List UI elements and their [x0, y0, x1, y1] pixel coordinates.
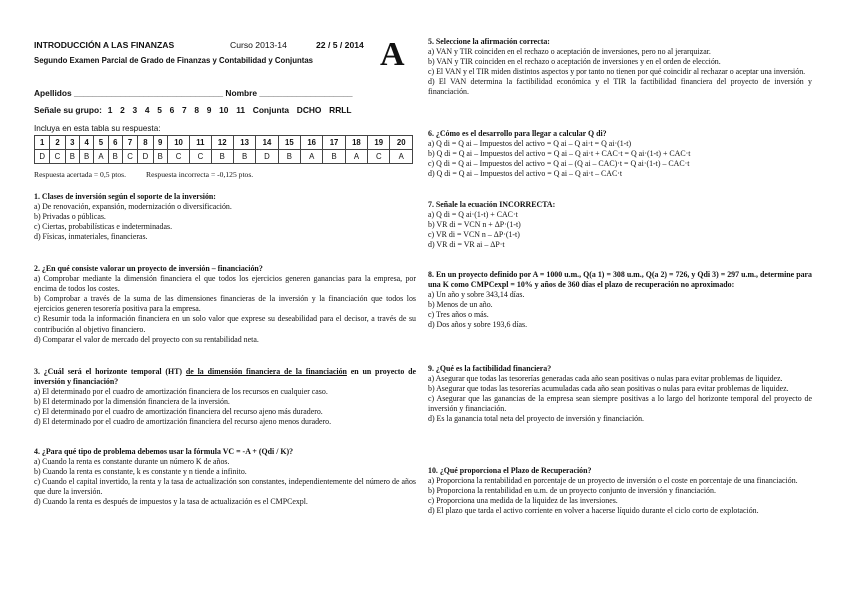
option-a: a) De renovación, expansión, modernización o diversificación. — [34, 202, 232, 212]
question-6 — [428, 129, 812, 179]
group-label: Señale su grupo: — [34, 105, 102, 115]
answer-table-answer-row — [35, 150, 413, 164]
option-d: d) Físicas, inmateriales, financieras. — [34, 232, 148, 242]
question-number-cell: 9 — [153, 136, 167, 150]
option-c: c) Cuando el capital invertido, la renta y la tasa de actualización son constantes, independientemente del número de años que dure la inversión. — [34, 477, 416, 497]
option-b: b) VAN y TIR coinciden en el rechazo o aceptación de inversiones y en el orden de elección. — [428, 57, 721, 67]
answer-cell[interactable]: D — [256, 150, 278, 164]
question-2 — [34, 264, 416, 345]
option-d: d) El determinado por el cuadro de amortización financiera del recurso ajeno menos duradero. — [34, 417, 332, 427]
surname-label: Apellidos — [34, 88, 72, 98]
option-a: a) VAN y TIR coinciden en el rechazo o aceptación de inversiones, pero no al jerarquizar. — [428, 47, 711, 57]
answer-cell[interactable]: B — [153, 150, 167, 164]
question-number-cell: 6 — [108, 136, 122, 150]
option-b: b) Proporciona la rentabilidad en u.m. de un proyecto conjunto de inversión y financiación. — [428, 486, 716, 496]
question-number-cell: 13 — [233, 136, 255, 150]
question-title-underlined: de la dimensión financiera de la financiación — [185, 367, 347, 376]
option-b: b) VR di = VCN n + ΔP·(1-t) — [428, 220, 521, 230]
option-a: a) Asegurar que todas las tesorerías generadas cada año sean positivas o nulas para evitar problemas de liquidez. — [428, 374, 783, 384]
option-b: b) Comprobar a través de la suma de las dimensiones financieras de la inversión y la financiación que todos los ejercicios generen tesorería positiva para la empresa. — [34, 294, 416, 314]
score-incorrect: Respuesta incorrecta = -0,125 ptos. — [146, 170, 254, 179]
question-number-cell: 12 — [211, 136, 233, 150]
answer-cell[interactable]: B — [278, 150, 300, 164]
option-c: c) Resumir toda la información financiera en un solo valor que exprese su deseabilidad para el decisor, a través de su contribución al objetivo financiero. — [34, 314, 416, 334]
question-number-cell: 5 — [94, 136, 108, 150]
score-correct: Respuesta acertada = 0,5 ptos. — [34, 170, 127, 179]
question-title: 4. ¿Para qué tipo de problema debemos usar la fórmula VC = -A + (Qdi / K)? — [34, 447, 294, 456]
question-title: 8. En un proyecto definido por A = 1000 u.m., Q(a 1) = 308 u.m., Q(a 2) = 726, y Qdi 3) = 297 u.m., determine para una K como CMPCexpl = 10% y años de 360 días el plazo de recuperación no aproximado: — [428, 270, 812, 290]
exam-version-letter: A — [380, 36, 405, 73]
answer-cell[interactable]: A — [390, 150, 413, 164]
question-4 — [34, 447, 416, 508]
group-options[interactable]: 1 2 3 4 5 6 7 8 9 10 11 Conjunta DCHO RRLL — [107, 105, 352, 115]
option-b: b) Privadas o públicas. — [34, 212, 106, 222]
option-a: a) Proporciona la rentabilidad en porcentaje de un proyecto de inversión o el coste en porcentaje de una financiación. — [428, 476, 798, 486]
answer-cell[interactable]: B — [108, 150, 122, 164]
option-b: b) El determinado por la dimensión financiera de la inversión. — [34, 397, 230, 407]
option-a: a) El determinado por el cuadro de amortización financiera de los recursos en cualquier caso. — [34, 387, 328, 397]
option-d: d) Dos años y sobre 193,6 días. — [428, 320, 528, 330]
question-number-cell: 3 — [65, 136, 79, 150]
answer-cell[interactable]: C — [368, 150, 390, 164]
answer-cell[interactable]: A — [94, 150, 108, 164]
question-number-cell: 7 — [122, 136, 137, 150]
answer-table-instruction: Incluya en esta tabla su respuesta: — [34, 124, 161, 133]
option-d: d) El plazo que tarda el activo corriente en volver a hacerse líquido durante el ciclo corto de explotación. — [428, 506, 759, 516]
question-number-cell: 20 — [390, 136, 413, 150]
answer-cell[interactable]: B — [323, 150, 345, 164]
question-7 — [428, 200, 812, 250]
course-title: INTRODUCCIÓN A LAS FINANZAS — [34, 40, 175, 50]
question-number-cell: 17 — [323, 136, 345, 150]
answer-cell[interactable]: C — [190, 150, 211, 164]
option-a: a) Q di = Q ai·(1-t) + CAC·t — [428, 210, 518, 220]
option-d: d) Es la ganancia total neta del proyecto de inversión y financiación. — [428, 414, 645, 424]
question-number-cell: 2 — [50, 136, 65, 150]
name-field[interactable]: ____________________ — [259, 88, 353, 98]
question-title: 5. Seleccione la afirmación correcta: — [428, 37, 550, 46]
answer-cell[interactable]: A — [301, 150, 323, 164]
question-1 — [34, 192, 416, 242]
exam-header — [34, 40, 364, 50]
question-5 — [428, 37, 812, 98]
question-number-cell: 19 — [368, 136, 390, 150]
option-c: c) El VAN y el TIR miden distintos aspectos y por tanto no tienen por qué coincidir al rechazar o aceptar una inversión. — [428, 67, 806, 77]
question-8 — [428, 270, 812, 331]
option-c: c) Proporciona una medida de la liquidez de las inversiones. — [428, 496, 618, 506]
option-c: c) El determinado por el cuadro de amortización financiera del recurso ajeno más duradero. — [34, 407, 323, 417]
question-title: 2. ¿En qué consiste valorar un proyecto de inversión – financiación? — [34, 264, 263, 273]
question-number-cell: 8 — [138, 136, 153, 150]
question-title-part: en un proyecto de inversión y financiación? — [34, 367, 416, 387]
answer-cell[interactable]: B — [79, 150, 93, 164]
question-title: 9. ¿Qué es la factibilidad financiera? — [428, 364, 552, 373]
answer-cell[interactable]: C — [50, 150, 65, 164]
student-name-line — [34, 88, 353, 98]
name-label: Nombre — [225, 88, 258, 98]
question-title: 7. Señale la ecuación INCORRECTA: — [428, 200, 556, 209]
exam-subtitle: Segundo Examen Parcial de Grado de Finanzas y Contabilidad y Conjuntas — [34, 56, 314, 65]
answer-cell[interactable]: B — [211, 150, 233, 164]
option-b: b) Asegurar que todas las tesorerías acumuladas cada año sean positivas o nulas para evitar problemas de liquidez. — [428, 384, 789, 394]
question-number-cell: 18 — [345, 136, 367, 150]
exam-date: 22 / 5 / 2014 — [316, 40, 364, 50]
option-a: a) Q di = Q ai – Impuestos del activo = Q ai – Q ai·t = Q ai·(1-t) — [428, 139, 632, 149]
option-d: d) Cuando la renta es después de impuestos y la tasa de actualización es el CMPCexpl. — [34, 497, 308, 507]
question-title: 6. ¿Cómo es el desarrollo para llegar a calcular Q di? — [428, 129, 607, 138]
question-title: 1. Clases de inversión según el soporte de la inversión: — [34, 192, 216, 201]
option-b: b) Menos de un año. — [428, 300, 493, 310]
question-3 — [34, 367, 416, 428]
scoring-note — [34, 170, 253, 179]
answer-cell[interactable]: C — [167, 150, 189, 164]
answer-cell[interactable]: A — [345, 150, 367, 164]
group-selection — [34, 105, 352, 115]
question-number-cell: 11 — [190, 136, 211, 150]
option-a: a) Comprobar mediante la dimensión financiera el que todos los ejercicios generen ganancias para la empresa, por encima de todos los costes. — [34, 274, 416, 294]
question-number-cell: 16 — [301, 136, 323, 150]
option-c: c) VR di = VCN n – ΔP·(1-t) — [428, 230, 520, 240]
question-title: 10. ¿Qué proporciona el Plazo de Recuperación? — [428, 466, 592, 475]
option-b: b) Cuando la renta es constante, k es constante y n tiende a infinito. — [34, 467, 247, 477]
option-a: a) Un año y sobre 343,14 días. — [428, 290, 525, 300]
option-c: c) Q di = Q ai – Impuestos del activo = Q ai – (Q ai – CAC)·t = Q ai·(1-t) – CAC·t — [428, 159, 690, 169]
answer-table-number-row — [35, 136, 413, 150]
question-number-cell: 14 — [256, 136, 278, 150]
option-c: c) Asegurar que las ganancias de la empresa sean siempre positivas a lo largo del horizonte temporal del proyecto de inversión y financiación. — [428, 394, 812, 414]
question-number-cell: 1 — [35, 136, 50, 150]
option-d: d) VR di = VR ai – ΔP·t — [428, 240, 505, 250]
question-title-part: 3. ¿Cuál será el horizonte temporal (HT) — [34, 367, 186, 376]
answer-cell[interactable]: B — [65, 150, 79, 164]
answer-cell[interactable]: C — [122, 150, 137, 164]
question-10 — [428, 466, 812, 516]
course-year: Curso 2013-14 — [230, 40, 287, 50]
question-number-cell: 4 — [79, 136, 93, 150]
answer-cell[interactable]: D — [138, 150, 153, 164]
question-9 — [428, 364, 812, 425]
option-c: c) Tres años o más. — [428, 310, 489, 320]
question-number-cell: 10 — [167, 136, 189, 150]
option-c: c) Ciertas, probabilísticas e indeterminadas. — [34, 222, 173, 232]
option-b: b) Q di = Q ai – Impuestos del activo = Q ai – Q ai·t + CAC·t = Q ai·(1-t) + CAC·t — [428, 149, 691, 159]
question-number-cell: 15 — [278, 136, 300, 150]
question-title — [34, 367, 416, 387]
answer-table — [34, 135, 413, 164]
answer-cell[interactable]: B — [233, 150, 255, 164]
option-d: d) Q di = Q ai – Impuestos del activo = Q ai – Q ai·t – CAC·t — [428, 169, 623, 179]
option-d: d) El VAN determina la factibilidad económica y el TIR la factibilidad financiera del proyecto de inversión y financiación. — [428, 77, 812, 97]
surname-field[interactable]: ________________________________ — [74, 88, 224, 98]
option-d: d) Comparar el valor de mercado del proyecto con su rentabilidad neta. — [34, 334, 259, 344]
answer-cell[interactable]: D — [35, 150, 50, 164]
option-a: a) Cuando la renta es constante durante un número K de años. — [34, 457, 230, 467]
